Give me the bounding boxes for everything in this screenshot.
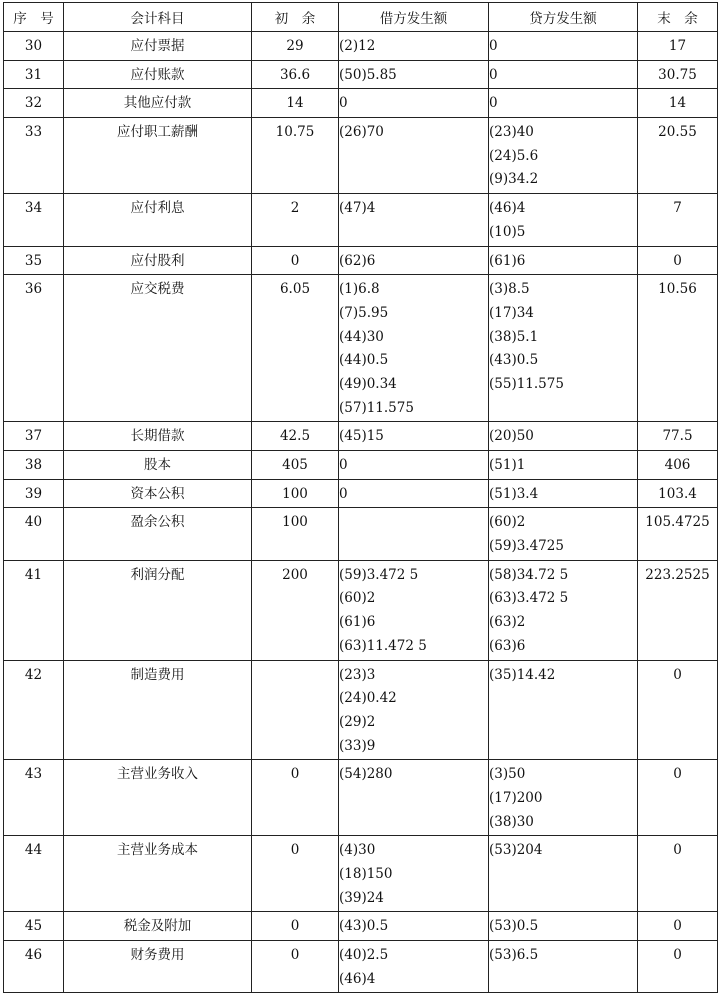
cell-opening-text: 29 xyxy=(286,38,304,54)
cell-debit-entry: (43)0.5 xyxy=(339,918,389,935)
cell-credit-entry: 0 xyxy=(489,38,498,54)
cell-opening xyxy=(252,118,339,194)
cell-credit-entry: (61)6 xyxy=(489,252,526,269)
cell-no-text: 34 xyxy=(24,200,43,217)
cell-closing xyxy=(638,118,718,194)
cell-credit-entry: (3)8.5 xyxy=(489,281,530,298)
cell-credit xyxy=(489,118,638,194)
cell-credit-entry: (63)6 xyxy=(489,637,526,654)
cell-opening xyxy=(252,60,339,89)
cell-debit xyxy=(339,660,489,760)
cell-account xyxy=(64,912,252,941)
cell-closing xyxy=(638,508,718,560)
cell-credit xyxy=(489,89,638,118)
cell-account xyxy=(64,508,252,560)
cell-closing-text: 223.2525 xyxy=(645,566,710,583)
cell-debit xyxy=(339,246,489,275)
cell-closing-text: 20.55 xyxy=(658,124,697,141)
cell-opening-text: 36.6 xyxy=(279,66,311,83)
cell-credit xyxy=(489,836,638,912)
cell-debit-entry: (7)5.95 xyxy=(339,304,389,321)
cell-no xyxy=(4,32,64,61)
table-row xyxy=(4,275,718,422)
cell-no-text: 39 xyxy=(24,485,43,502)
ledger-table xyxy=(3,2,718,993)
cell-account-text: 制造费用 xyxy=(130,666,185,683)
cell-credit-entry: (24)5.6 xyxy=(489,147,539,164)
cell-account xyxy=(64,941,252,993)
cell-opening xyxy=(252,451,339,480)
cell-credit xyxy=(489,912,638,941)
cell-debit xyxy=(339,32,489,61)
cell-closing-text: 7 xyxy=(673,200,682,217)
cell-opening-text: 6.05 xyxy=(279,281,311,298)
cell-debit-entry: (23)3 xyxy=(339,666,376,683)
header-closing: 末 余 xyxy=(638,3,718,32)
cell-account-text: 其他应付款 xyxy=(123,95,192,112)
cell-closing-text: 0 xyxy=(673,766,682,783)
cell-debit xyxy=(339,560,489,660)
cell-no xyxy=(4,275,64,422)
cell-debit xyxy=(339,941,489,993)
header-opening: 初 余 xyxy=(252,3,339,32)
table-row xyxy=(4,912,718,941)
cell-debit-entry: (40)2.5 xyxy=(339,947,389,964)
table-row xyxy=(4,508,718,560)
cell-closing-text: 17 xyxy=(668,38,687,54)
cell-closing xyxy=(638,912,718,941)
table-row xyxy=(4,760,718,836)
cell-debit-entry: (63)11.472 5 xyxy=(339,637,427,654)
cell-account-text: 应付账款 xyxy=(130,66,185,83)
cell-debit xyxy=(339,508,489,560)
cell-account xyxy=(64,660,252,760)
cell-account xyxy=(64,194,252,246)
cell-credit-entry: (20)50 xyxy=(489,428,534,445)
cell-credit-entry: (23)40 xyxy=(489,124,534,141)
cell-account-text: 利润分配 xyxy=(130,566,185,583)
cell-debit-entry: (62)6 xyxy=(339,252,376,269)
cell-closing-text: 77.5 xyxy=(662,428,693,445)
cell-no-text: 40 xyxy=(24,514,43,531)
cell-debit-entry: (39)24 xyxy=(339,889,384,906)
cell-credit-entry: (51)3.4 xyxy=(489,485,539,502)
cell-debit-entry: 0 xyxy=(339,457,348,473)
cell-credit xyxy=(489,941,638,993)
cell-account-text: 股本 xyxy=(144,457,171,473)
cell-no-text: 30 xyxy=(24,38,43,54)
cell-closing xyxy=(638,60,718,89)
cell-opening-text: 200 xyxy=(282,566,308,583)
cell-opening-text: 0 xyxy=(290,252,300,269)
cell-debit xyxy=(339,912,489,941)
cell-opening-text: 10.75 xyxy=(275,124,315,141)
cell-opening-text: 0 xyxy=(290,842,300,859)
table-row xyxy=(4,89,718,118)
cell-no-text: 37 xyxy=(24,428,43,445)
cell-closing xyxy=(638,275,718,422)
cell-no xyxy=(4,194,64,246)
cell-debit xyxy=(339,194,489,246)
table-row xyxy=(4,32,718,61)
cell-credit xyxy=(489,32,638,61)
cell-closing xyxy=(638,246,718,275)
cell-debit-entry: (1)6.8 xyxy=(339,281,380,298)
table-row xyxy=(4,194,718,246)
cell-no xyxy=(4,479,64,508)
cell-closing xyxy=(638,194,718,246)
cell-debit-entry: (24)0.42 xyxy=(339,690,397,707)
cell-credit xyxy=(489,194,638,246)
cell-credit-entry: (17)34 xyxy=(489,304,534,321)
cell-debit xyxy=(339,836,489,912)
header-no: 序 号 xyxy=(4,3,64,32)
cell-account xyxy=(64,89,252,118)
cell-closing xyxy=(638,836,718,912)
table-row xyxy=(4,836,718,912)
table-row xyxy=(4,560,718,660)
cell-closing-text: 10.56 xyxy=(658,281,697,298)
cell-debit-entry: (29)2 xyxy=(339,713,376,730)
cell-no-text: 45 xyxy=(24,918,43,935)
cell-no xyxy=(4,941,64,993)
cell-no-text: 32 xyxy=(24,95,43,112)
cell-debit xyxy=(339,451,489,480)
cell-credit xyxy=(489,508,638,560)
cell-credit xyxy=(489,660,638,760)
cell-closing-text: 105.4725 xyxy=(645,514,710,531)
cell-account xyxy=(64,760,252,836)
cell-opening xyxy=(252,760,339,836)
cell-opening xyxy=(252,836,339,912)
table-row xyxy=(4,118,718,194)
cell-account-text: 应交税费 xyxy=(130,281,185,298)
cell-debit-entry: (49)0.34 xyxy=(339,375,397,392)
cell-credit-entry: (35)14.42 xyxy=(489,666,556,683)
cell-no xyxy=(4,912,64,941)
cell-account-text: 主营业务收入 xyxy=(117,766,198,783)
cell-closing-text: 406 xyxy=(664,457,691,473)
cell-debit-entry: (45)15 xyxy=(339,428,384,445)
cell-opening xyxy=(252,246,339,275)
cell-credit xyxy=(489,246,638,275)
cell-no-text: 38 xyxy=(24,457,43,473)
table-row xyxy=(4,479,718,508)
cell-account-text: 应付股利 xyxy=(130,252,185,269)
cell-debit xyxy=(339,275,489,422)
cell-credit-entry: (63)3.472 5 xyxy=(489,590,569,607)
cell-no-text: 43 xyxy=(24,766,43,783)
cell-closing xyxy=(638,560,718,660)
cell-account-text: 资本公积 xyxy=(130,485,185,502)
cell-closing-text: 0 xyxy=(673,947,682,964)
cell-closing xyxy=(638,660,718,760)
cell-credit-entry: (59)3.4725 xyxy=(489,538,564,555)
cell-account xyxy=(64,60,252,89)
cell-no xyxy=(4,118,64,194)
cell-credit xyxy=(489,275,638,422)
cell-no-text: 41 xyxy=(24,566,43,583)
cell-credit-entry: (3)50 xyxy=(489,766,526,783)
cell-debit-entry: (18)150 xyxy=(339,866,393,882)
cell-opening xyxy=(252,941,339,993)
cell-account xyxy=(64,560,252,660)
cell-account-text: 盈余公积 xyxy=(130,514,185,531)
cell-opening-text: 0 xyxy=(290,947,300,964)
header-row xyxy=(4,3,718,32)
cell-credit-entry: (55)11.575 xyxy=(489,375,564,392)
cell-credit-entry: (38)30 xyxy=(489,813,534,830)
cell-no-text: 33 xyxy=(24,124,43,141)
table-row xyxy=(4,246,718,275)
cell-no xyxy=(4,508,64,560)
cell-opening-text: 2 xyxy=(290,200,300,217)
cell-credit-entry: (9)34.2 xyxy=(489,171,539,188)
cell-opening xyxy=(252,275,339,422)
cell-credit xyxy=(489,560,638,660)
cell-no-text: 42 xyxy=(24,666,43,683)
cell-debit-entry: (47)4 xyxy=(339,200,376,217)
table-row xyxy=(4,941,718,993)
cell-opening-text: 42.5 xyxy=(279,428,311,445)
cell-debit-entry: (54)280 xyxy=(339,766,393,783)
cell-debit-entry: (50)5.85 xyxy=(339,66,397,83)
cell-opening-text: 100 xyxy=(282,485,308,502)
cell-credit-entry: (38)5.1 xyxy=(489,328,539,345)
cell-debit-entry: (57)11.575 xyxy=(339,399,414,416)
cell-opening-text xyxy=(252,664,338,688)
cell-no xyxy=(4,246,64,275)
cell-account xyxy=(64,422,252,451)
cell-debit xyxy=(339,118,489,194)
cell-account-text: 主营业务成本 xyxy=(117,842,198,859)
cell-credit-entry: (51)1 xyxy=(489,457,526,473)
cell-no-text: 31 xyxy=(24,66,43,83)
cell-account-text: 应付票据 xyxy=(130,38,185,54)
cell-no xyxy=(4,60,64,89)
cell-debit-entry: (2)12 xyxy=(339,38,376,54)
header-credit: 贷方发生额 xyxy=(489,3,638,32)
cell-credit-entry: (58)34.72 5 xyxy=(489,566,569,583)
cell-credit xyxy=(489,479,638,508)
cell-opening xyxy=(252,560,339,660)
cell-no-text: 35 xyxy=(24,252,43,269)
cell-credit-entry: (63)2 xyxy=(489,614,526,631)
cell-closing xyxy=(638,451,718,480)
cell-account xyxy=(64,118,252,194)
cell-account xyxy=(64,32,252,61)
cell-no-text: 36 xyxy=(24,281,43,298)
table-row xyxy=(4,451,718,480)
cell-closing xyxy=(638,422,718,451)
cell-credit-entry: (53)0.5 xyxy=(489,918,539,935)
cell-account xyxy=(64,836,252,912)
cell-debit-entry: 0 xyxy=(339,95,348,112)
cell-credit-entry: 0 xyxy=(489,66,498,83)
cell-credit-entry: 0 xyxy=(489,95,498,112)
cell-debit xyxy=(339,89,489,118)
cell-opening xyxy=(252,89,339,118)
cell-opening xyxy=(252,422,339,451)
table-row xyxy=(4,660,718,760)
cell-closing xyxy=(638,32,718,61)
cell-no xyxy=(4,560,64,660)
cell-account xyxy=(64,275,252,422)
ledger-header xyxy=(4,3,718,32)
cell-credit-entry: (60)2 xyxy=(489,514,526,531)
cell-no xyxy=(4,451,64,480)
cell-closing-text: 14 xyxy=(668,95,687,112)
cell-account-text: 应付利息 xyxy=(130,200,185,217)
cell-debit-entry: 0 xyxy=(339,485,348,502)
cell-debit-entry: (44)0.5 xyxy=(339,352,389,369)
cell-debit xyxy=(339,760,489,836)
cell-credit-entry: (43)0.5 xyxy=(489,352,539,369)
cell-opening-text: 405 xyxy=(282,457,308,473)
cell-debit-entry: (60)2 xyxy=(339,590,376,607)
cell-opening xyxy=(252,508,339,560)
cell-closing-text: 0 xyxy=(673,666,682,683)
cell-opening xyxy=(252,912,339,941)
cell-credit-entry: (10)5 xyxy=(489,223,526,240)
cell-no xyxy=(4,89,64,118)
cell-opening xyxy=(252,479,339,508)
cell-debit xyxy=(339,60,489,89)
cell-opening xyxy=(252,194,339,246)
cell-no-text: 46 xyxy=(24,947,43,964)
cell-opening-text: 100 xyxy=(282,514,308,531)
cell-credit-entry: (46)4 xyxy=(489,200,526,217)
cell-debit xyxy=(339,479,489,508)
cell-account xyxy=(64,451,252,480)
cell-debit-entry: (44)30 xyxy=(339,328,384,345)
table-row xyxy=(4,422,718,451)
cell-closing xyxy=(638,760,718,836)
cell-closing xyxy=(638,89,718,118)
cell-account-text: 税金及附加 xyxy=(123,918,192,935)
cell-account-text: 应付职工薪酬 xyxy=(117,124,198,141)
cell-opening xyxy=(252,660,339,760)
cell-debit-entry: (46)4 xyxy=(339,970,376,987)
cell-debit-entry: (26)70 xyxy=(339,124,384,141)
cell-closing-text: 103.4 xyxy=(658,485,697,502)
cell-credit xyxy=(489,60,638,89)
ledger-body xyxy=(4,32,718,993)
cell-no xyxy=(4,422,64,451)
cell-account-text: 长期借款 xyxy=(130,428,185,445)
cell-credit-entry: (53)6.5 xyxy=(489,947,539,964)
cell-debit-entry: (33)9 xyxy=(339,737,376,754)
cell-credit xyxy=(489,451,638,480)
cell-opening-text: 14 xyxy=(286,95,304,112)
cell-closing-text: 30.75 xyxy=(658,66,697,83)
cell-opening-text: 0 xyxy=(290,918,300,935)
cell-closing xyxy=(638,479,718,508)
cell-debit-entry: (61)6 xyxy=(339,614,376,631)
cell-debit-entry: (4)30 xyxy=(339,842,376,859)
cell-credit-entry: (53)204 xyxy=(489,842,543,859)
cell-no xyxy=(4,836,64,912)
cell-debit xyxy=(339,422,489,451)
cell-credit xyxy=(489,422,638,451)
cell-account-text: 财务费用 xyxy=(130,947,185,964)
cell-opening-text: 0 xyxy=(290,766,300,783)
table-row xyxy=(4,60,718,89)
cell-closing-text: 0 xyxy=(673,918,682,935)
cell-closing-text: 0 xyxy=(673,842,682,859)
cell-account xyxy=(64,479,252,508)
cell-no-text: 44 xyxy=(24,842,43,859)
header-debit: 借方发生额 xyxy=(339,3,489,32)
cell-opening xyxy=(252,32,339,61)
cell-no xyxy=(4,760,64,836)
cell-account xyxy=(64,246,252,275)
cell-credit-entry: (17)200 xyxy=(489,789,543,806)
cell-debit-entry: (59)3.472 5 xyxy=(339,566,419,583)
cell-no xyxy=(4,660,64,760)
cell-closing-text: 0 xyxy=(673,252,682,269)
cell-closing xyxy=(638,941,718,993)
header-account: 会计科目 xyxy=(64,3,252,32)
cell-credit xyxy=(489,760,638,836)
